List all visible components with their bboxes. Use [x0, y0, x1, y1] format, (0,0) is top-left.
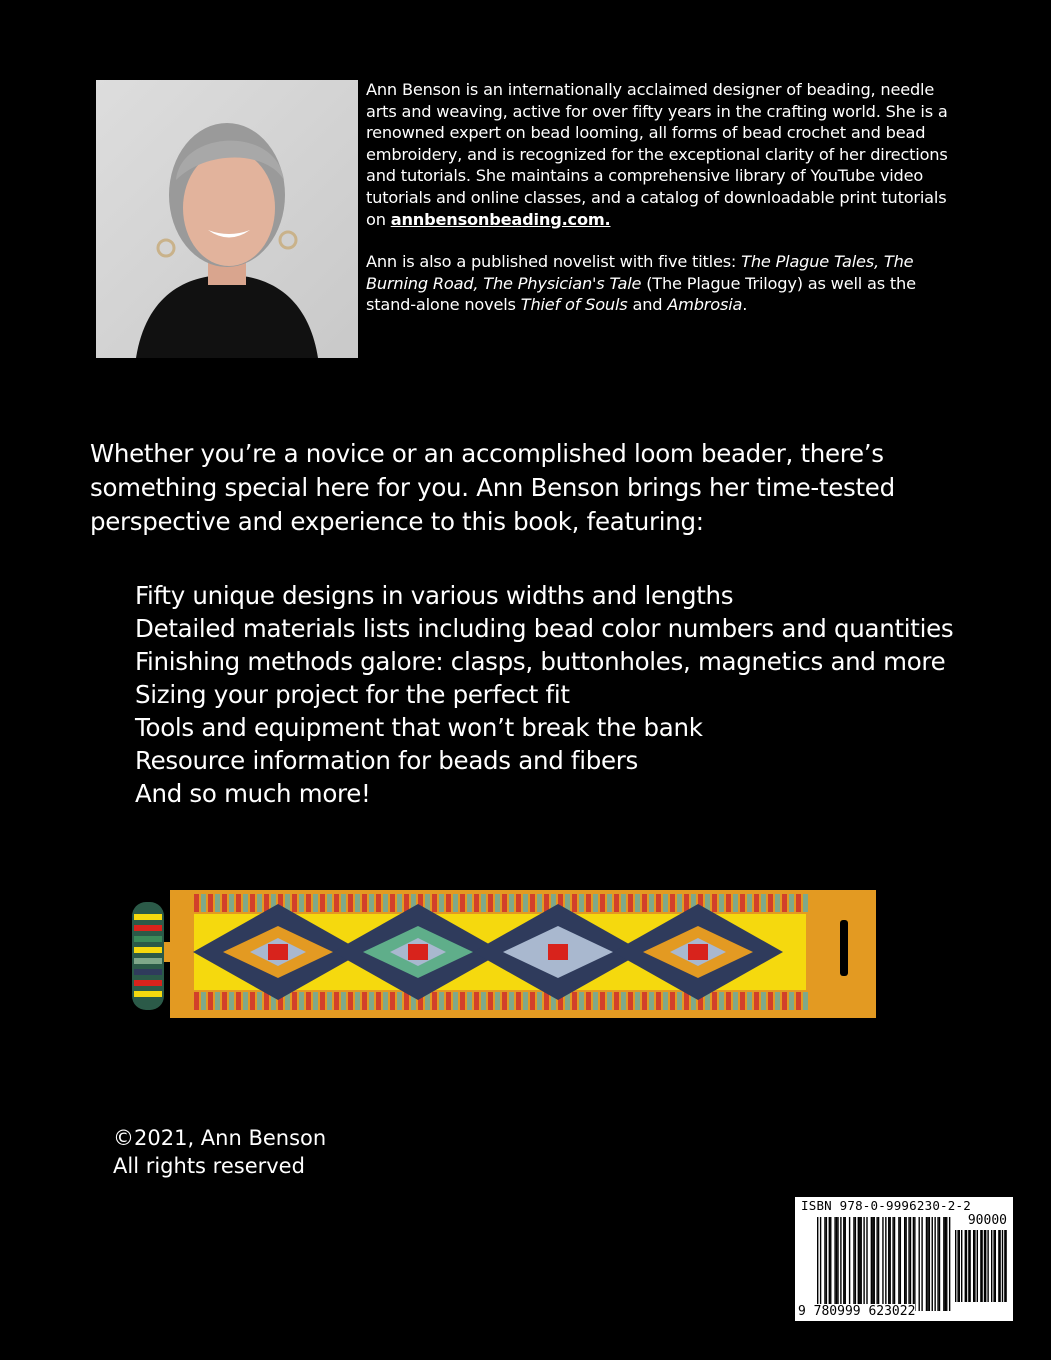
intro-paragraph: Whether you’re a novice or an accomplished loom beader, there’s something special here for you. Ann Benson brings her time-tested perspective and experience to this book, featuring: — [90, 439, 895, 536]
copyright-line: ©2021, Ann Benson — [113, 1126, 327, 1150]
rights-line: All rights reserved — [113, 1154, 305, 1178]
bio-text: (The Plague Trilogy) as well as the stand-alone novels — [366, 273, 916, 315]
author-photo — [96, 80, 358, 358]
book-titles: The Plague Tales, The Burning Road, The Physician's Tale — [366, 252, 914, 293]
bio-paragraph-1: Ann Benson is an internationally acclaimed designer of beading, needle arts and weaving, active for over fifty years in the crafting world. She is a renowned expert on bead looming, all forms of bead crochet and bead embroidery, and is recognized for the exceptional clarity of her directions and tutorials. She maintains a comprehensive library of YouTube video tutorials and online classes, and a catalog of downloadable print tutorials on — [366, 80, 948, 229]
bio-text: Ann is also a published novelist with five titles: — [366, 252, 742, 272]
feature-item: Detailed materials lists including bead color numbers and quantities — [135, 614, 954, 643]
feature-list — [135, 579, 953, 810]
bio-text: and — [627, 295, 668, 315]
author-bio — [366, 79, 966, 337]
website-link[interactable]: annbensonbeading.com. — [390, 209, 611, 229]
feature-item: Fifty unique designs in various widths and lengths — [135, 581, 734, 610]
bio-text: . — [742, 295, 748, 315]
price-code: 90000 — [967, 1213, 1007, 1228]
isbn-barcode — [795, 1197, 1013, 1321]
ean-number: 9 780999 623022 — [798, 1304, 916, 1319]
book-title: Ambrosia — [667, 295, 743, 315]
feature-item: Tools and equipment that won’t break the bank — [135, 713, 703, 742]
copyright — [113, 1124, 326, 1180]
beaded-bracelet-image — [128, 880, 880, 1020]
isbn-text: ISBN 978-0-9996230-2-2 — [801, 1198, 971, 1213]
feature-item: Sizing your project for the perfect fit — [135, 680, 570, 709]
book-title: Thief of Souls — [520, 295, 628, 315]
barcode-bars — [795, 1197, 1013, 1321]
feature-item: And so much more! — [135, 779, 371, 808]
feature-item: Finishing methods galore: clasps, buttonholes, magnetics and more — [135, 647, 946, 676]
feature-item: Resource information for beads and fibers — [135, 746, 639, 775]
bio-paragraph-2 — [366, 251, 966, 316]
